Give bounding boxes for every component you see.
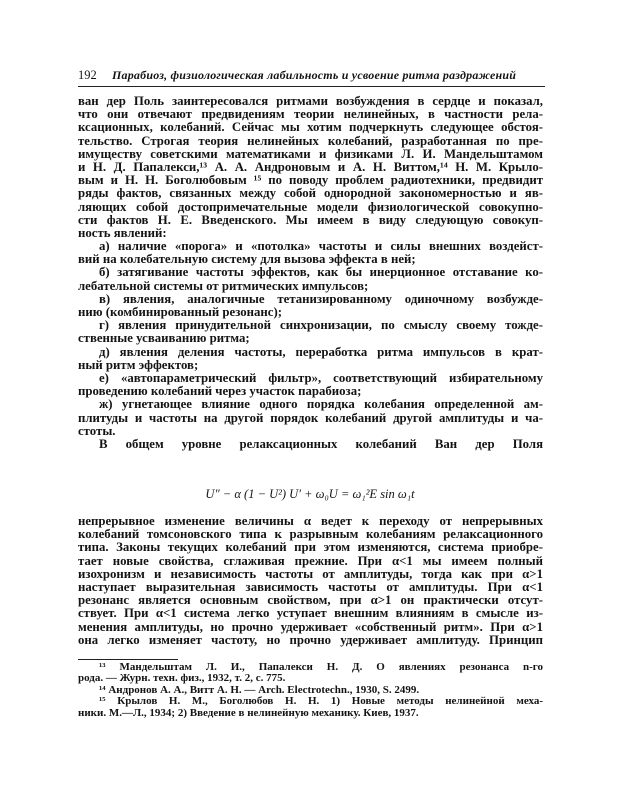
text-line: д) явления деления частоты, переработка ритма импульсов в крат-: [99, 344, 543, 359]
text-line: менения амплитуды, но прочно удерживает «собственный ритм». При α>1: [78, 619, 543, 634]
footnote-line: ¹³ Мандельштам Л. И., Папалекси Н. Д. О явлениях резонанса n-го: [99, 661, 543, 673]
text-line: что они отвечают предвидениям теории нелинейных, в частности рела-: [78, 107, 543, 122]
footnote-line: рода. — Журн. техн. физ., 1932, т. 2, с. 775.: [78, 672, 286, 685]
text-line: г) явления принудительной синхронизации, по смыслу своему тожде-: [99, 318, 543, 333]
text-line: ж) угнетающее влияние одного порядка колебания определенной ам-: [99, 397, 543, 412]
text-line: резонанс является основным свойством, при α>1 он практически отсут-: [78, 593, 543, 608]
text-line: ный ритм эффектов;: [78, 357, 199, 372]
text-line: сти фактов Н. Е. Введенского. Мы имеем в виду следующую совокуп-: [78, 212, 543, 227]
body-text-bottom: [78, 515, 543, 647]
body-text-top: [78, 95, 543, 451]
text-line: тельство. Строгая теория нелинейных колебаний, разработанная по пре-: [78, 133, 543, 148]
text-line: в) явления, аналогичные тетанизированному одиночному возбужде-: [99, 291, 543, 306]
text-line: ственные усваиванию ритма;: [78, 331, 250, 346]
text-line: В общем уровне релаксационных колебаний Ван дер Поля: [99, 436, 543, 451]
text-line: непрерывное изменение величины α ведет к переходу от непрерывных: [78, 514, 543, 528]
text-line: ствует. При α<1 система легко уступает внешним влияниям в смысле из-: [78, 606, 543, 621]
text-line: ван дер Поль заинтересовался ритмами возбуждения в сердце и показал,: [78, 94, 543, 108]
footnote-line: ¹⁵ Крылов Н. М., Боголюбов Н. Н. 1) Новые методы нелинейной меха-: [99, 695, 543, 708]
text-line: ность явлений:: [78, 225, 167, 240]
text-line: имуществу советскими математиками и физиками Л. И. Мандельштамом: [78, 146, 543, 161]
text-line: плитуды и частоты на другой порядок колебаний другой амплитуды и ча-: [78, 410, 543, 425]
text-line: ляющих собой достопримечательные модели физиологической совокупно-: [78, 199, 543, 214]
text-line: типа. Законы текущих колебаний при этом изменяются, система приобре-: [78, 540, 543, 555]
text-line: изохронизм и независимость частоты от амплитуды, тогда как при α>1: [78, 566, 543, 581]
running-header: [78, 68, 545, 87]
text-line: она легко изменяет частоту, но прочно удерживает амплитуду. Принцип: [78, 632, 543, 647]
text-line: е) «автопараметрический фильтр», соответствующий избирательному: [99, 370, 543, 385]
text-line: вым и Н. Н. Боголюбовым ¹⁵ по поводу проблем радиотехники, предвидит: [78, 173, 543, 188]
text-line: вий на колебательную систему для вызова эффекта в ней;: [78, 252, 416, 267]
footnotes: [78, 662, 543, 719]
footnote-divider: [78, 659, 178, 660]
text-line: наступает выразительная зависимость частоты от амплитуды. При α<1: [78, 579, 543, 594]
running-title: Парабиоз, физиологическая лабильность и усвоение ритма раздражений: [112, 68, 517, 82]
text-line: колебаний томсоновского типа к разрывным колебаниям релаксационного: [78, 527, 543, 542]
text-line: а) наличие «порога» и «потолка» частоты и силы внешних воздейст-: [99, 239, 543, 254]
text-line: лебательной системы от ритмических импульсов;: [78, 278, 369, 293]
text-line: тает новые свойства, сглаживая прежние. При α<1 мы имеем полный: [78, 553, 543, 568]
text-line: б) затягивание частоты эффектов, как бы инерционное отставание ко-: [99, 265, 543, 280]
footnote-line: ¹⁴ Андронов А. А., Витт А. Н. — Arch. Electrotechn., 1930, S. 2499.: [99, 683, 420, 696]
text-line: ксационных, колебаний. Сейчас мы хотим подчеркнуть следующее обстоя-: [78, 120, 543, 135]
footnote-line: ники. М.—Л., 1934; 2) Введение в нелинейную механику. Киев, 1937.: [78, 706, 419, 719]
text-line: и Н. Д. Папалекси,¹³ А. А. Андроновым и А. Н. Виттом,¹⁴ Н. М. Крыло-: [78, 159, 543, 174]
text-line: стоты.: [78, 423, 116, 438]
text-line: ряды фактов, связанных между собой однородной закономерностью и яв-: [78, 186, 543, 201]
page-number: 192: [78, 68, 97, 82]
text-line: проведению колебаний через участок парабиоза;: [78, 384, 362, 399]
van-der-pol-equation: U″ − α (1 − U²) U′ + ω₀U = ω₁²E sin ω₁t: [205, 487, 415, 501]
text-line: нию (комбинированный резонанс);: [78, 305, 283, 319]
